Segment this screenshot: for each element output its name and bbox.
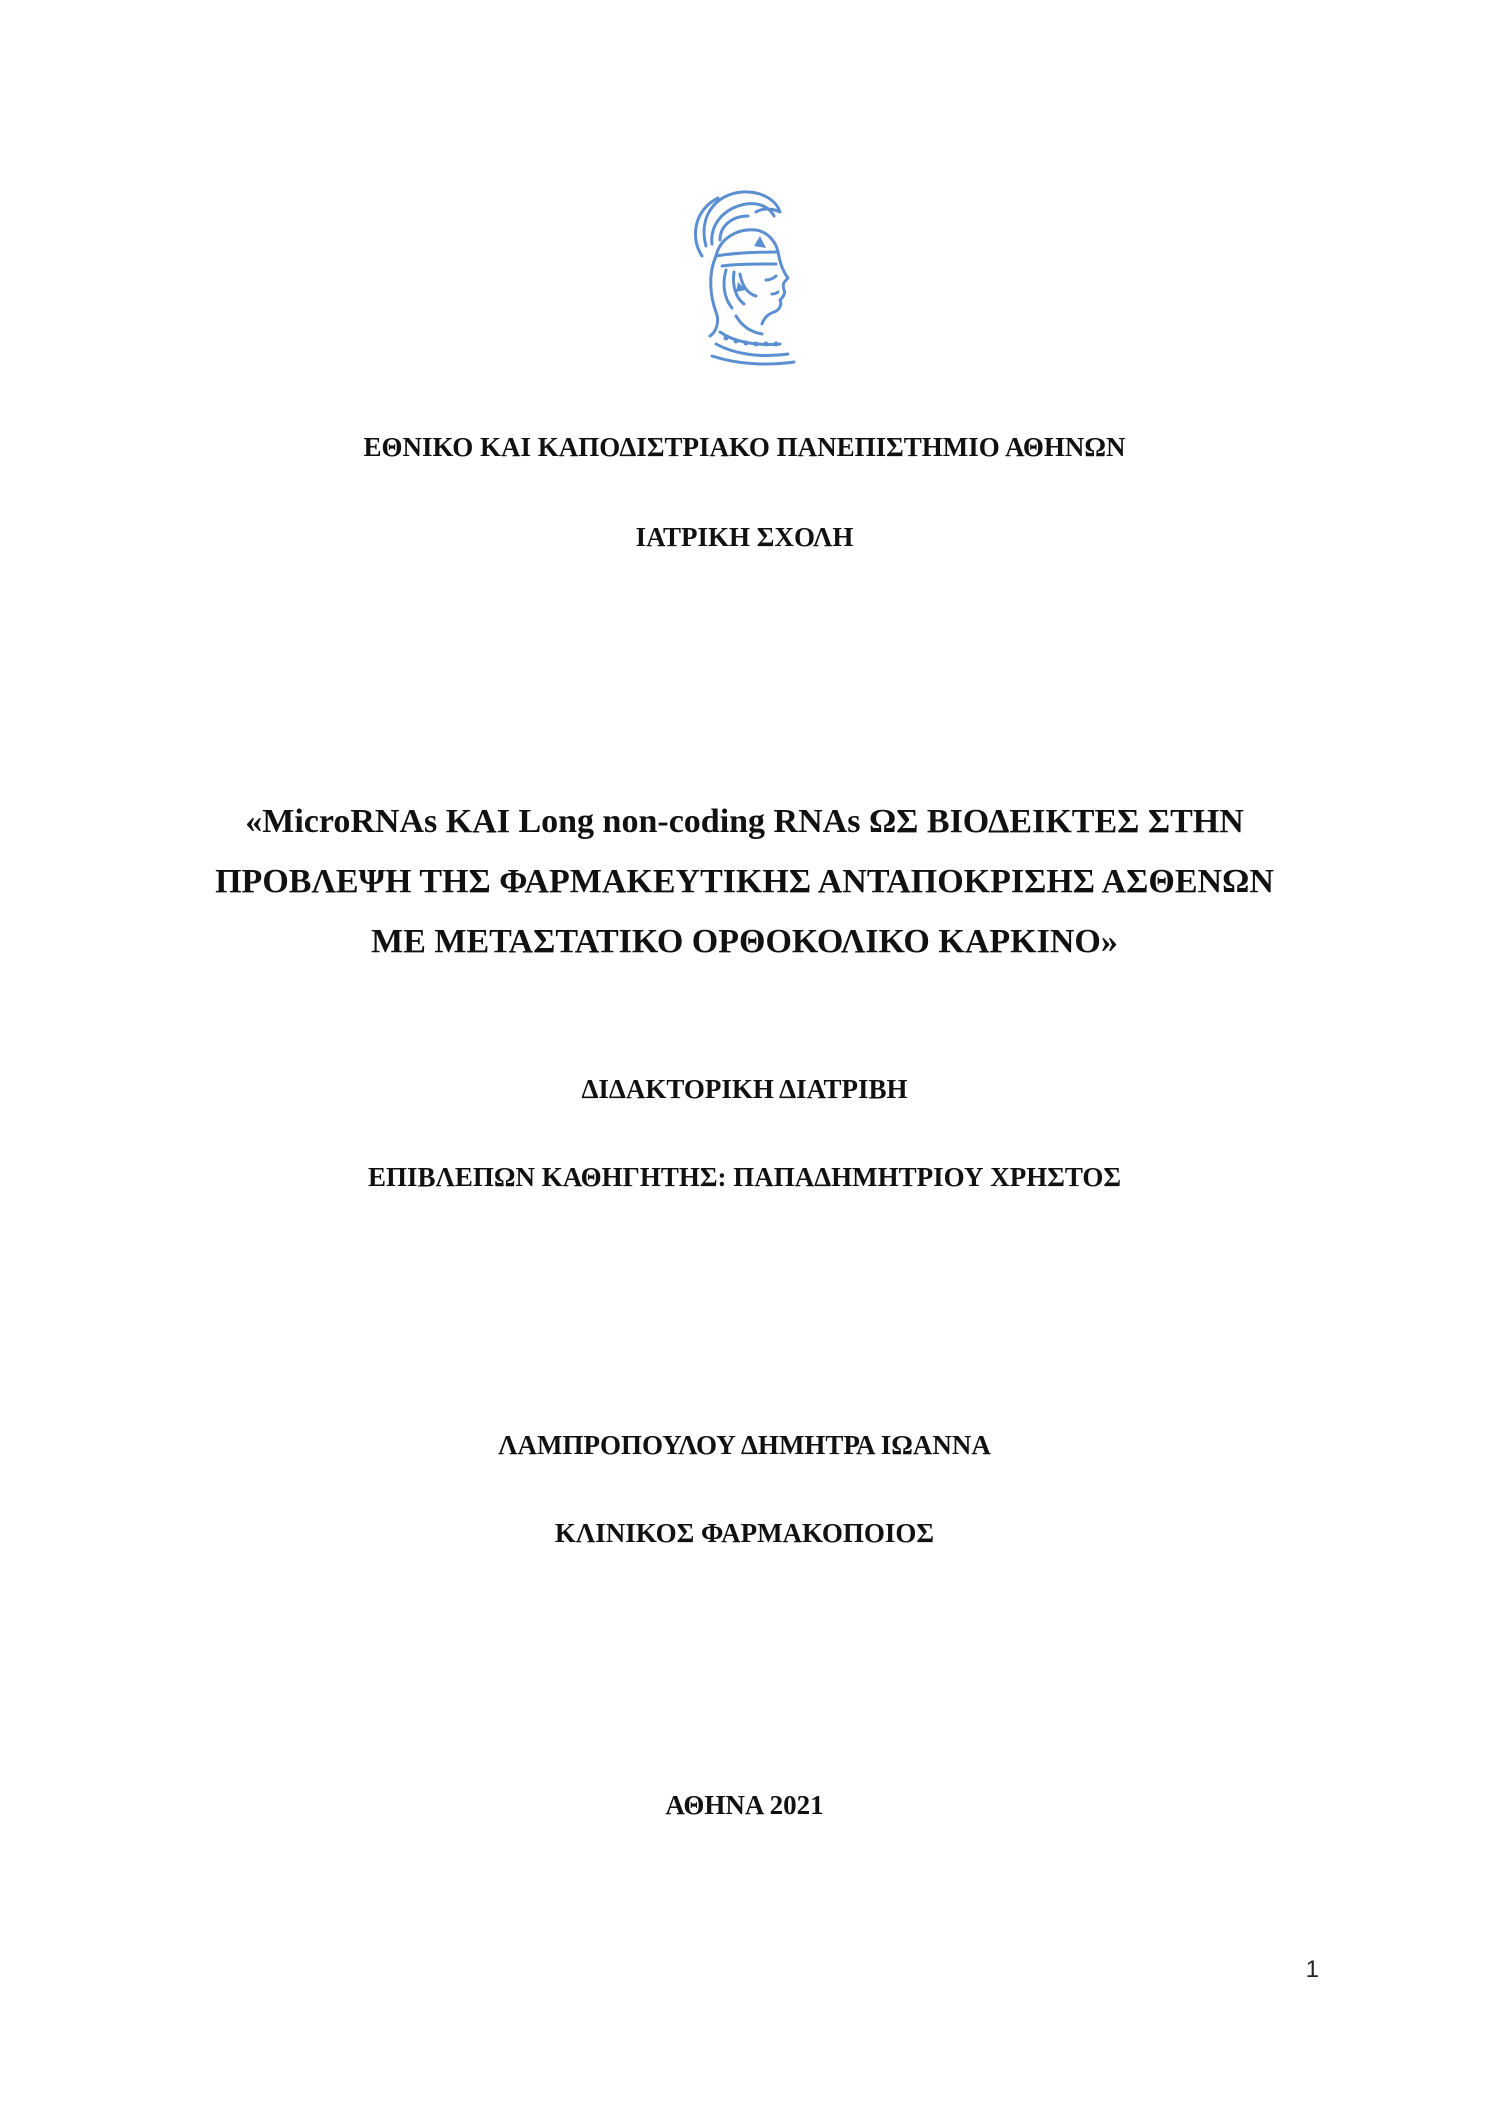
thesis-title-line-3: ΜΕ ΜΕΤΑΣΤΑΤΙΚΟ ΟΡΘΟΚΟΛΙΚΟ ΚΑΡΚΙΝΟ» [371, 923, 1118, 960]
place-year: ΑΘΗΝΑ 2021 [665, 1790, 824, 1820]
author-name: ΛΑΜΠΡΟΠΟΥΛΟΥ ΔΗΜΗΤΡΑ ΙΩΑΝΝΑ [498, 1430, 991, 1460]
school-name: ΙΑΤΡΙΚΗ ΣΧΟΛΗ [635, 522, 854, 552]
thesis-title [0, 792, 1489, 972]
university-name: ΕΘΝΙΚΟ ΚΑΙ ΚΑΠΟΔΙΣΤΡΙΑΚΟ ΠΑΝΕΠΙΣΤΗΜΙΟ ΑΘΗΝΩΝ [363, 432, 1126, 462]
document-type: ΔΙΔΑΚΤΟΡΙΚΗ ΔΙΑΤΡΙΒΗ [581, 1074, 908, 1104]
page-number: 1 [1305, 1956, 1319, 1983]
author-title: ΚΛΙΝΙΚΟΣ ΦΑΡΜΑΚΟΠΟΙΟΣ [554, 1518, 935, 1548]
thesis-title-line-2: ΠΡΟΒΛΕΨΗ ΤΗΣ ΦΑΡΜΑΚΕΥΤΙΚΗΣ ΑΝΤΑΠΟΚΡΙΣΗΣ ΑΣΘΕΝΩΝ [215, 863, 1274, 900]
thesis-title-line-1: «MicroRNAs ΚΑΙ Long non-coding RNAs ΩΣ ΒΙΟΔΕΙΚΤΕΣ ΣΤΗΝ [245, 803, 1244, 840]
athena-head-emblem-icon [676, 186, 804, 366]
supervisor: ΕΠΙΒΛΕΠΩΝ ΚΑΘΗΓΗΤΗΣ: ΠΑΠΑΔΗΜΗΤΡΙΟΥ ΧΡΗΣΤΟΣ [367, 1162, 1122, 1192]
